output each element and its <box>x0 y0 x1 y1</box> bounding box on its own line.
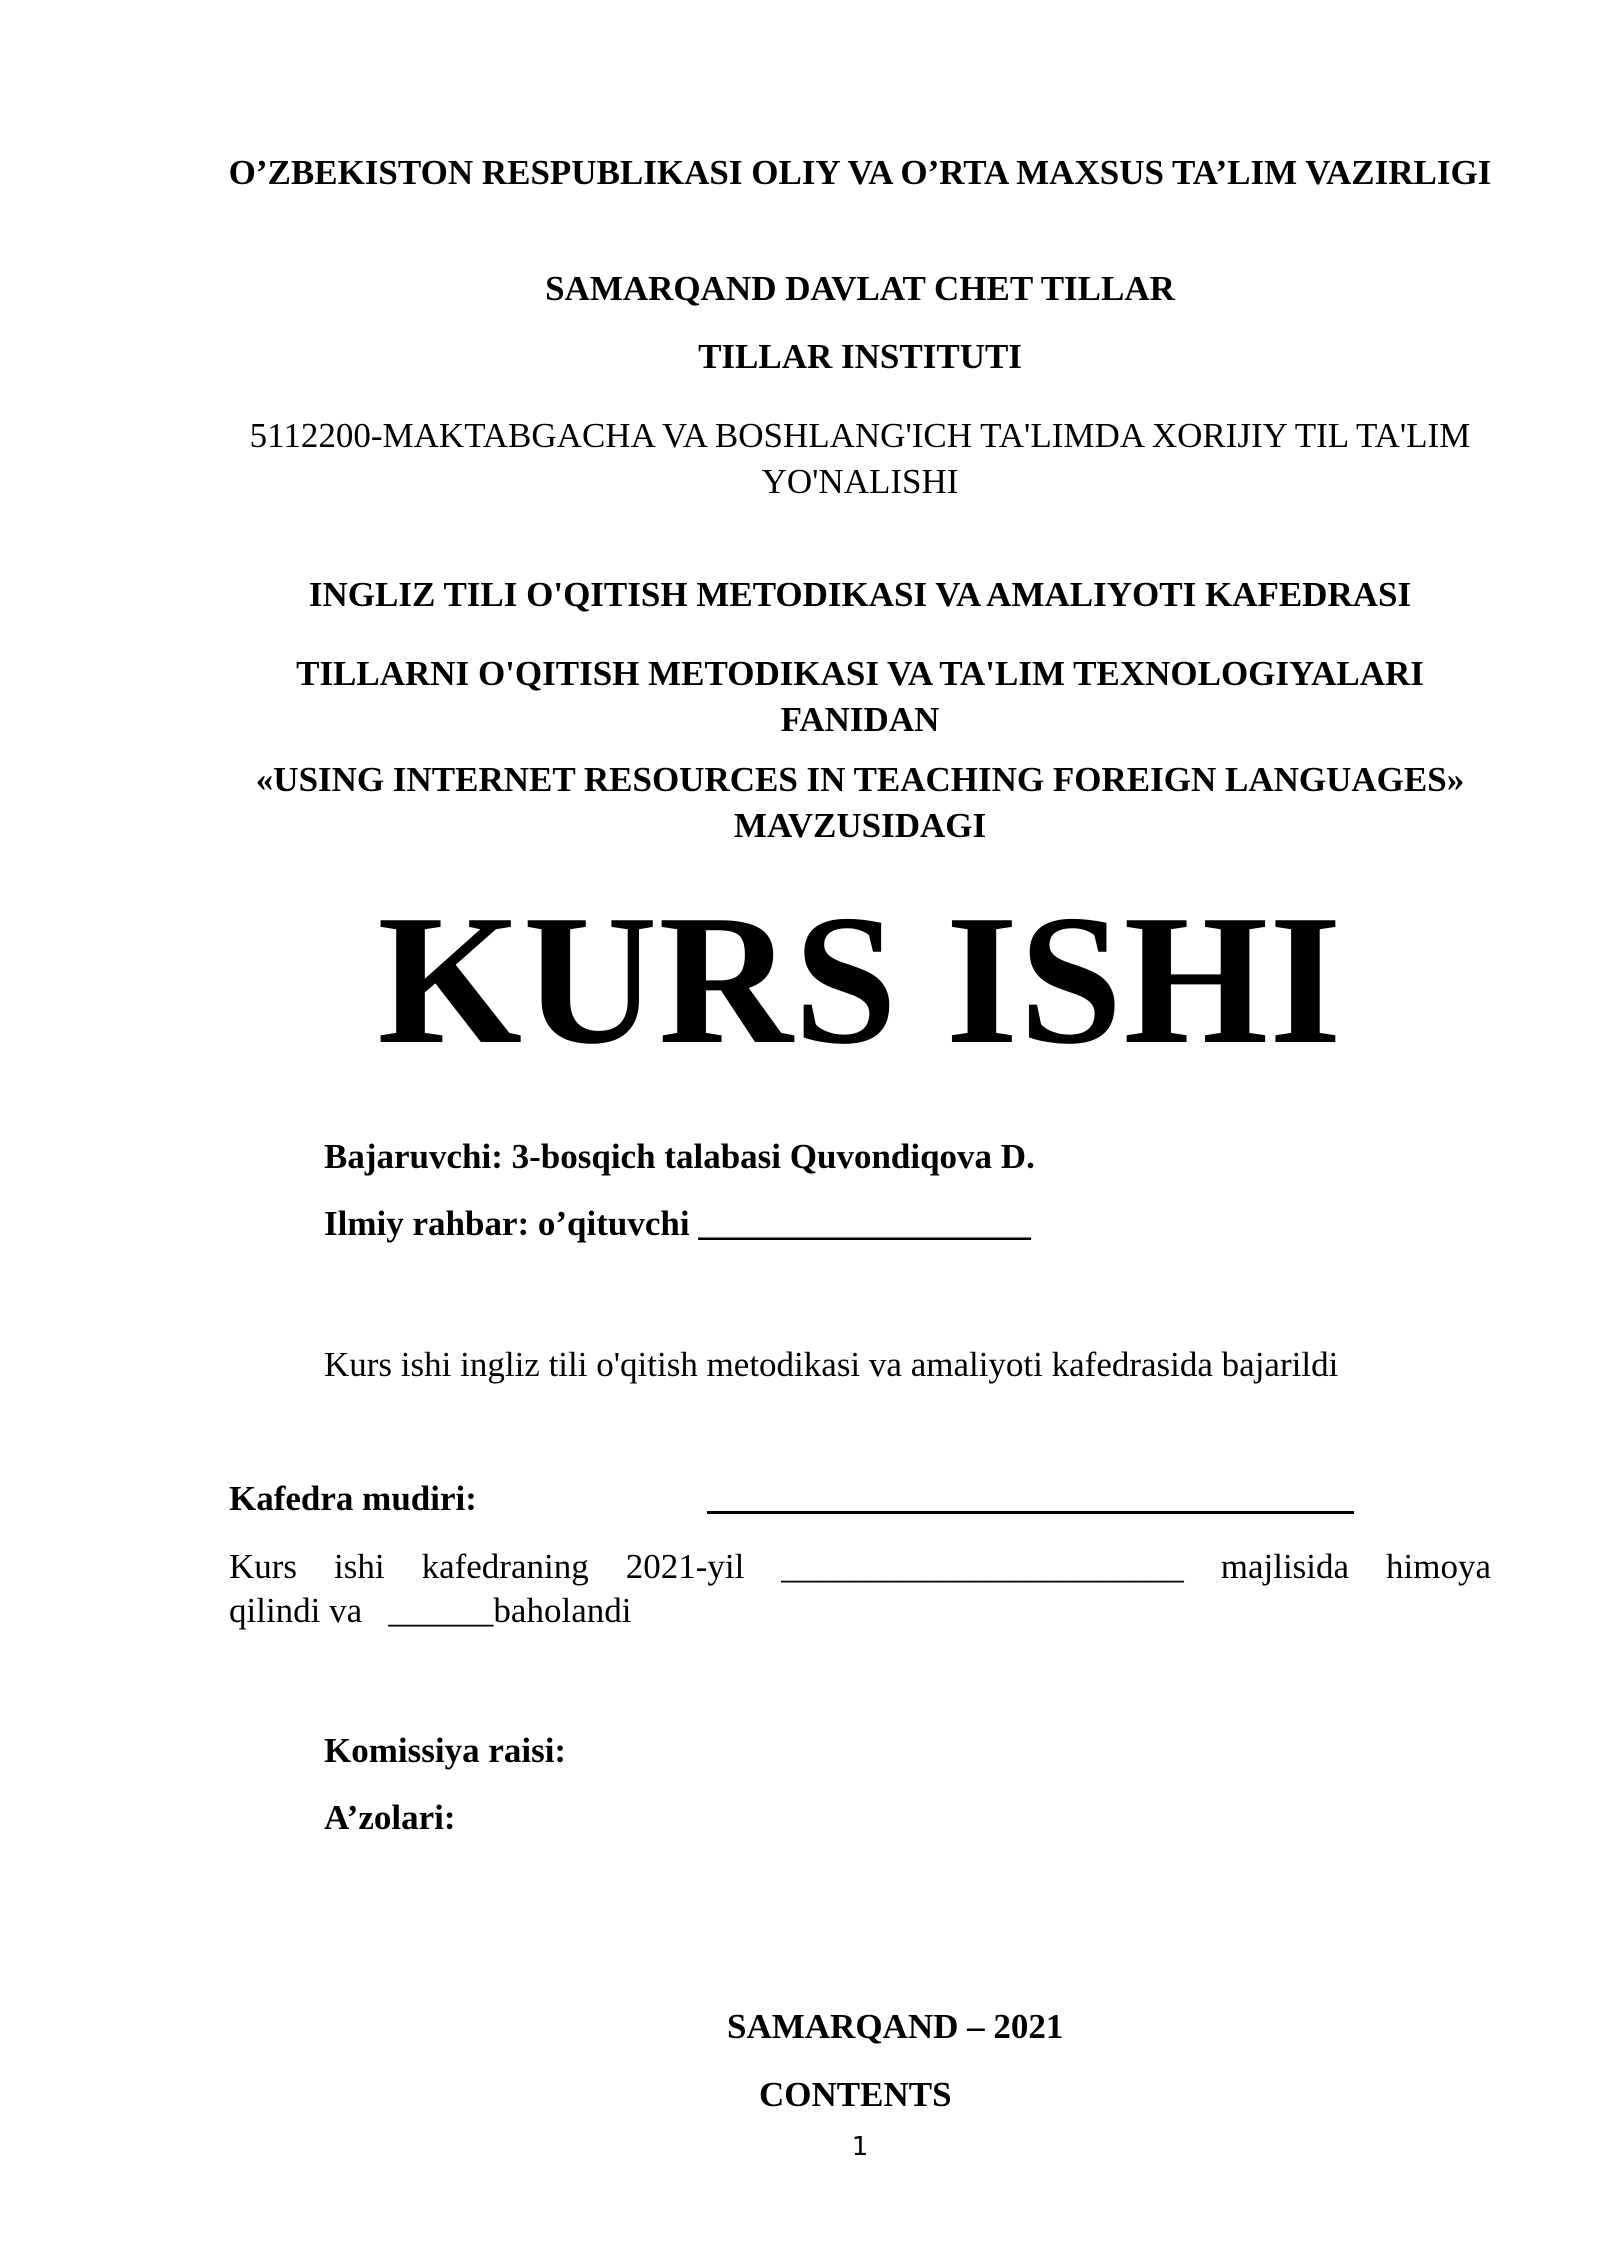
city-year: SAMARQAND – 2021 <box>727 2007 1064 2046</box>
program-heading: 5112200-MAKTABGACHA VA BOSHLANG'ICH TA'LIMDA XORIJIY TIL TA'LIM YO'NALISHI <box>249 416 1471 501</box>
commission-members-label: A’zolari: <box>324 1798 456 1837</box>
executor-line: Bajaruvchi: 3-bosqich talabasi Quvondiqova D. <box>324 1137 1035 1176</box>
subject-heading: TILLARNI O'QITISH METODIKASI VA TA'LIM TEXNOLOGIYALARI FANIDAN <box>296 654 1424 739</box>
contents-heading: CONTENTS <box>759 2075 952 2114</box>
commission-chair-label: Komissiya raisi: <box>324 1731 567 1770</box>
institute-heading: TILLAR INSTITUTI <box>698 337 1022 376</box>
defense-word: majlisida <box>1220 1547 1350 1586</box>
defense-blank: _______________________ <box>781 1547 1184 1586</box>
document-title: KURS ISHI <box>377 877 1343 1083</box>
defense-word: himoya <box>1386 1547 1491 1586</box>
supervisor-line: Ilmiy rahbar: o’qituvchi ___________________ <box>324 1204 1031 1243</box>
topic-heading: «USING INTERNET RESOURCES IN TEACHING FOREIGN LANGUAGES» MAVZUSIDAGI <box>255 760 1465 845</box>
defense-word: ishi <box>334 1547 385 1586</box>
department-head-label: Kafedra mudiri: <box>229 1479 477 1518</box>
department-head-signature-line <box>707 1511 1354 1514</box>
defense-word: Kurs <box>229 1547 298 1586</box>
defense-line-1 <box>229 1545 1491 1589</box>
defense-line-2: qilindi va ______baholandi <box>229 1591 632 1630</box>
defense-word: 2021-yil <box>625 1547 745 1586</box>
page-number: 1 <box>851 2132 869 2162</box>
defense-word: kafedraning <box>421 1547 589 1586</box>
ministry-heading: O’ZBEKISTON RESPUBLIKASI OLIY VA O’RTA MAXSUS TA’LIM VAZIRLIGI <box>228 153 1492 192</box>
department-heading: INGLIZ TILI O'QITISH METODIKASI VA AMALIYOTI KAFEDRASI <box>308 575 1412 614</box>
completion-note: Kurs ishi ingliz tili o'qitish metodikasi va amaliyoti kafedrasida bajarildi <box>324 1345 1339 1384</box>
university-heading: SAMARQAND DAVLAT CHET TILLAR <box>545 269 1175 308</box>
defense-paragraph <box>229 1545 1491 1633</box>
